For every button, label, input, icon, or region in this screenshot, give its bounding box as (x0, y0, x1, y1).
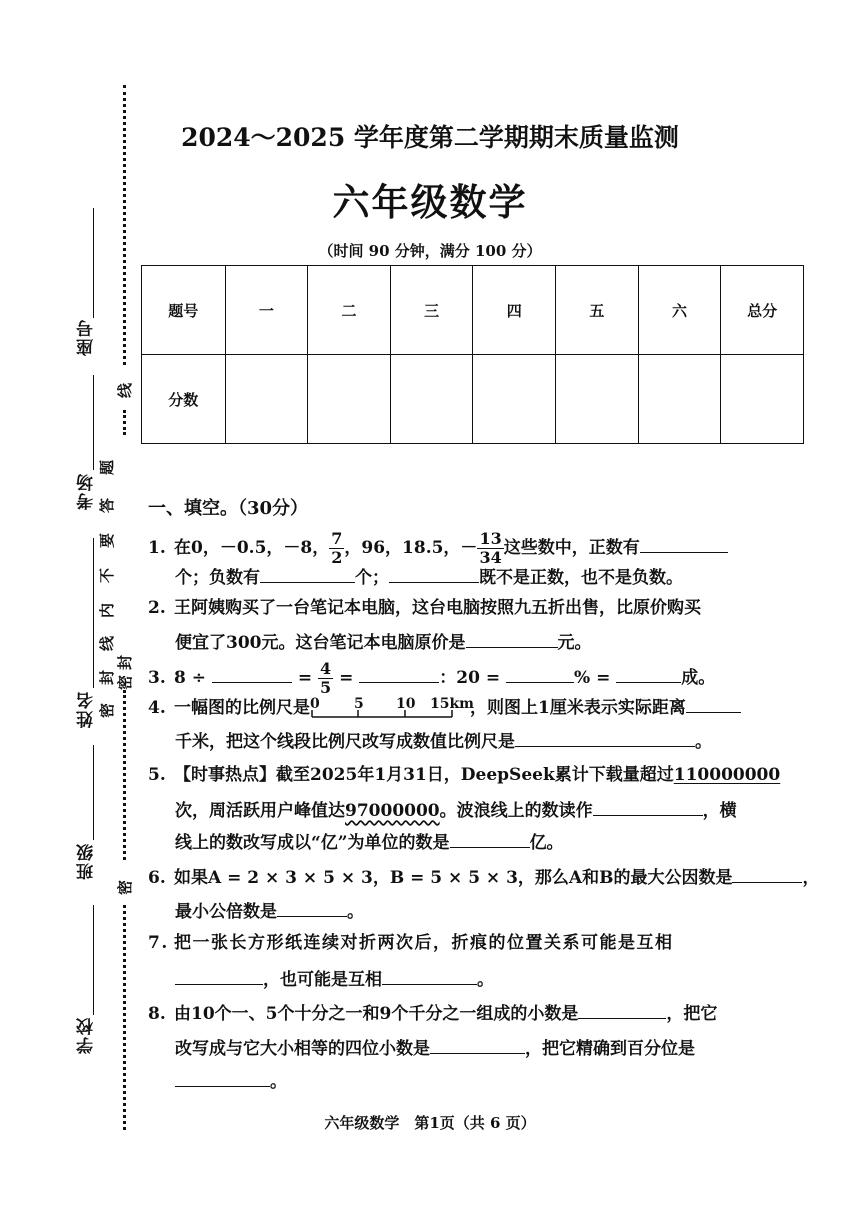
seal-char: 答 (98, 497, 117, 514)
table-header-cell: 六 (638, 266, 721, 355)
seal-char: 密 (116, 879, 135, 896)
seal-char: 要 (98, 532, 117, 549)
answer-blank[interactable] (732, 864, 802, 883)
answer-blank[interactable] (175, 1068, 270, 1087)
answer-blank[interactable] (640, 534, 728, 553)
answer-blank[interactable] (389, 564, 479, 583)
denominator: 34 (479, 548, 502, 567)
q5-text: ，横 (702, 801, 737, 821)
room-blank[interactable] (93, 375, 94, 470)
q3-text: 8 ÷ (174, 668, 206, 688)
q7-text: 把一张长方形纸连续对折两次后，折痕的位置关系可能是互相 (174, 933, 674, 953)
question-7 (148, 932, 674, 954)
answer-blank[interactable] (450, 829, 530, 848)
page-footer: 六年级数学 第1页（共 6 页） (324, 1114, 536, 1132)
q3-text: = (339, 668, 354, 688)
q4-text: 一幅图的比例尺是 (174, 698, 310, 718)
question-8 (148, 1000, 717, 1025)
answer-blank[interactable] (277, 898, 347, 917)
scale-tick-label: 15km (430, 696, 474, 712)
question-number: 2. (148, 598, 166, 618)
q3-text: = (297, 668, 313, 688)
fraction (318, 660, 333, 697)
question-4 (148, 694, 741, 719)
underlined-number: 110000000 (673, 765, 781, 785)
q3-text: ：20 = (439, 668, 501, 688)
room-label: 考场 (77, 472, 97, 510)
q6-text: 如果A = 2 × 3 × 5 × 3，B = 5 × 5 × 3，那么A和B的最大公因数是 (174, 868, 733, 888)
seal-dotted-line (123, 410, 126, 435)
score-cell[interactable] (390, 355, 473, 444)
line-scale-bar (310, 696, 474, 719)
denominator: 5 (320, 678, 332, 697)
q8-text: 由10个一、5个十分之一和9个千分之一组成的小数是 (174, 1004, 579, 1024)
seal-char: 题 (98, 459, 117, 476)
q5-text: 次，周活跃用户峰值达 (175, 801, 345, 821)
score-cell[interactable] (638, 355, 721, 444)
table-row (142, 266, 804, 355)
section-title: 一、填空。（30分） (148, 498, 309, 519)
school-blank[interactable] (93, 905, 94, 1015)
table-row (142, 355, 804, 444)
q1-text: 个； (355, 568, 389, 588)
q8-text: ，把它 (666, 1004, 718, 1024)
q4-text: ，则图上1厘米表示实际距离 (470, 698, 686, 718)
question-3 (148, 660, 715, 697)
seal-char: 封 (116, 654, 135, 671)
answer-blank[interactable] (515, 728, 695, 747)
class-blank[interactable] (93, 745, 94, 840)
seal-char: 线 (116, 382, 135, 399)
numerator: 13 (479, 529, 502, 548)
scale-tick-label: 5 (354, 696, 364, 712)
q6-line-2 (175, 898, 364, 923)
q7-line-2 (175, 966, 494, 991)
q5-text: 线上的数改写成以“亿”为单位的数是 (175, 833, 450, 853)
score-cell[interactable] (473, 355, 556, 444)
q5-text: 【时事热点】截至2025年1月31日，DeepSeek累计下载量超过 (174, 765, 674, 785)
table-header-cell: 一 (225, 266, 308, 355)
class-label: 班级 (77, 842, 97, 880)
q3-text: % = (574, 668, 611, 688)
q1-text: ，96，18.5，－ (344, 538, 478, 558)
numerator: 4 (320, 659, 332, 678)
scale-tick-label: 10 (396, 696, 416, 712)
answer-blank[interactable] (686, 694, 741, 713)
answer-blank[interactable] (359, 664, 439, 683)
question-number: 3. (148, 668, 166, 688)
question-number: 1. (148, 538, 166, 558)
table-header-cell: 总分 (721, 266, 804, 355)
q1-line-2 (175, 564, 683, 589)
score-cell[interactable] (721, 355, 804, 444)
exam-title: 2024～2025 学年度第二学期期末质量监测 (181, 123, 679, 152)
q8-text: 改写成与它大小相等的四位小数是 (175, 1039, 430, 1059)
q2-text: 元。 (557, 633, 592, 653)
score-cell[interactable] (556, 355, 639, 444)
question-number: 7. (148, 933, 169, 953)
question-number: 6. (148, 868, 166, 888)
answer-blank[interactable] (212, 664, 292, 683)
q7-text: 。 (477, 970, 494, 990)
seat-label: 座号 (77, 318, 97, 356)
scale-tick-label: 0 (310, 696, 320, 712)
q5-line-2 (175, 797, 737, 822)
fraction (477, 530, 503, 567)
q4-line-2 (175, 728, 712, 753)
q6-text: 最小公倍数是 (175, 902, 277, 922)
table-header-cell: 二 (308, 266, 391, 355)
seal-char: 密 (98, 702, 117, 719)
answer-blank[interactable] (260, 564, 355, 583)
q1-text: 在0，－0.5，－8， (174, 538, 330, 558)
q3-text: 成。 (681, 668, 716, 688)
question-number: 5. (148, 765, 166, 785)
seal-dotted-line (123, 690, 126, 860)
answer-blank[interactable] (616, 664, 681, 683)
name-label: 姓名 (77, 690, 97, 728)
question-number: 4. (148, 698, 166, 718)
table-header-cell: 三 (390, 266, 473, 355)
wavy-underlined-number: 97000000 (345, 801, 440, 821)
name-blank[interactable] (93, 538, 94, 688)
q8-line-2 (175, 1035, 695, 1060)
question-1 (148, 530, 728, 567)
q1-text: 这些数中，正数有 (503, 538, 640, 558)
answer-blank[interactable] (175, 966, 263, 985)
table-header-cell: 题号 (142, 266, 226, 355)
answer-blank[interactable] (506, 664, 574, 683)
seal-char: 线 (98, 635, 117, 652)
q6-text: ， (802, 868, 820, 888)
answer-blank[interactable] (382, 966, 477, 985)
fraction (329, 530, 344, 567)
score-table (141, 265, 804, 444)
question-5 (148, 764, 780, 786)
q6-text: 。 (347, 902, 364, 922)
numerator: 7 (331, 529, 343, 548)
score-cell[interactable] (308, 355, 391, 444)
score-cell[interactable] (225, 355, 308, 444)
q1-text: 个；负数有 (175, 568, 260, 588)
q8-text: 。 (270, 1072, 287, 1092)
school-label: 学校 (77, 1016, 97, 1054)
q1-text: 既不是正数，也不是负数。 (479, 568, 683, 588)
q7-text: ，也可能是互相 (263, 970, 382, 990)
time-note: （时间 90 分钟，满分 100 分） (318, 242, 542, 260)
q2-text: 王阿姨购买了一台笔记本电脑，这台电脑按照九五折出售，比原价购买 (174, 598, 701, 618)
q5-line-3 (175, 829, 564, 854)
q2-text: 便宜了300元。这台笔记本电脑原价是 (175, 633, 466, 653)
q5-text: 。波浪线上的数读作 (439, 801, 593, 821)
q5-text: 亿。 (529, 833, 564, 853)
q4-text: 千米，把这个线段比例尺改写成数值比例尺是 (175, 732, 515, 752)
table-header-cell: 五 (556, 266, 639, 355)
question-2 (148, 597, 701, 619)
seal-char: 密 (116, 674, 135, 691)
q2-line-2 (175, 629, 592, 654)
table-header-cell: 四 (473, 266, 556, 355)
score-row-label: 分数 (142, 355, 226, 444)
question-6 (148, 864, 819, 889)
denominator: 2 (331, 548, 343, 567)
answer-blank[interactable] (593, 797, 703, 816)
answer-blank[interactable] (430, 1035, 525, 1054)
answer-blank[interactable] (578, 1000, 666, 1019)
q8-line-3 (175, 1068, 287, 1093)
answer-blank[interactable] (466, 629, 558, 648)
seal-char: 封 (98, 669, 117, 686)
q4-text: 。 (695, 732, 712, 752)
seal-char: 内 (98, 602, 117, 619)
q8-text: ，把它精确到百分位是 (525, 1039, 695, 1059)
seal-char: 不 (98, 567, 117, 584)
subject-title: 六年级数学 (332, 181, 528, 224)
seal-dotted-line (123, 905, 126, 1130)
question-number: 8. (148, 1004, 166, 1024)
